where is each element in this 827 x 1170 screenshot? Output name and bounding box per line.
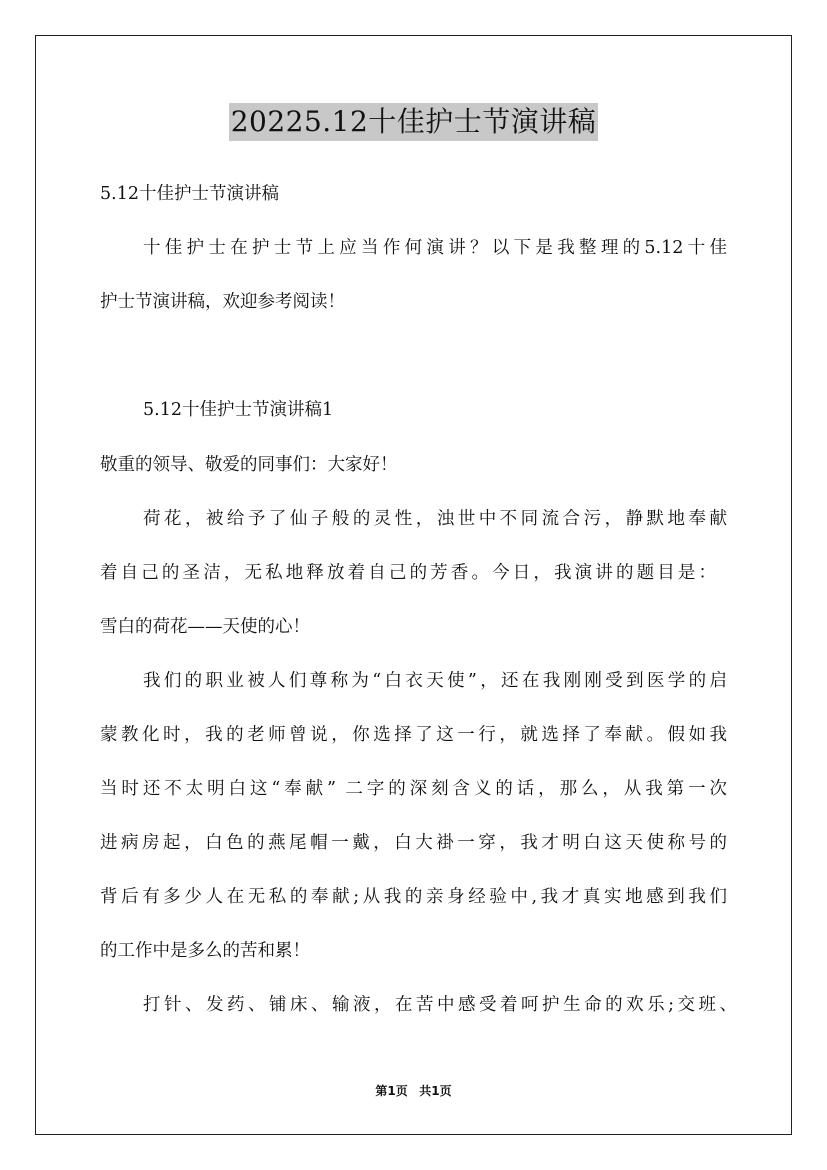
paragraph-line: 当时还不太明白这“奉献” 二字的深刻含义的话，那么，从我第一次 [100,779,727,799]
page-footer [0,1083,827,1099]
page-total: 共1页 [419,1084,452,1098]
paragraph-line: 护士节演讲稿，欢迎参考阅读！ [100,292,345,312]
paragraph-line: 进病房起，白色的燕尾帽一戴，白大褂一穿，我才明白这天使称号的 [100,833,727,853]
subtitle-line: 5.12十佳护士节演讲稿 [100,184,279,204]
paragraph-line: 背后有多少人在无私的奉献;从我的亲身经验中,我才真实地感到我们 [100,887,727,907]
paragraph-line: 蒙教化时，我的老师曾说，你选择了这一行，就选择了奉献。假如我 [100,725,727,745]
document-title: 20225.12十佳护士节演讲稿 [229,103,599,141]
title-container [0,103,827,141]
section-heading: 5.12十佳护士节演讲稿1 [143,400,334,420]
paragraph-line: 我们的职业被人们尊称为“白衣天使”，还在我刚刚受到医学的启 [143,671,727,691]
greeting-line: 敬重的领导、敬爱的同事们：大家好！ [100,455,398,475]
paragraph-line: 的工作中是多么的苦和累！ [100,941,310,961]
paragraph-line: 雪白的荷花——天使的心！ [100,617,310,637]
page-number: 第1页 [375,1084,408,1098]
paragraph-line: 荷花，被给予了仙子般的灵性，浊世中不同流合污，静默地奉献 [143,509,727,529]
paragraph-line: 着自己的圣洁，无私地释放着自己的芳香。今日，我演讲的题目是： [100,563,716,583]
paragraph-line: 十佳护士在护士节上应当作何演讲？以下是我整理的5.12十佳 [143,238,727,258]
paragraph-line: 打针、发药、铺床、输液，在苦中感受着呵护生命的欢乐;交班、 [143,995,737,1015]
